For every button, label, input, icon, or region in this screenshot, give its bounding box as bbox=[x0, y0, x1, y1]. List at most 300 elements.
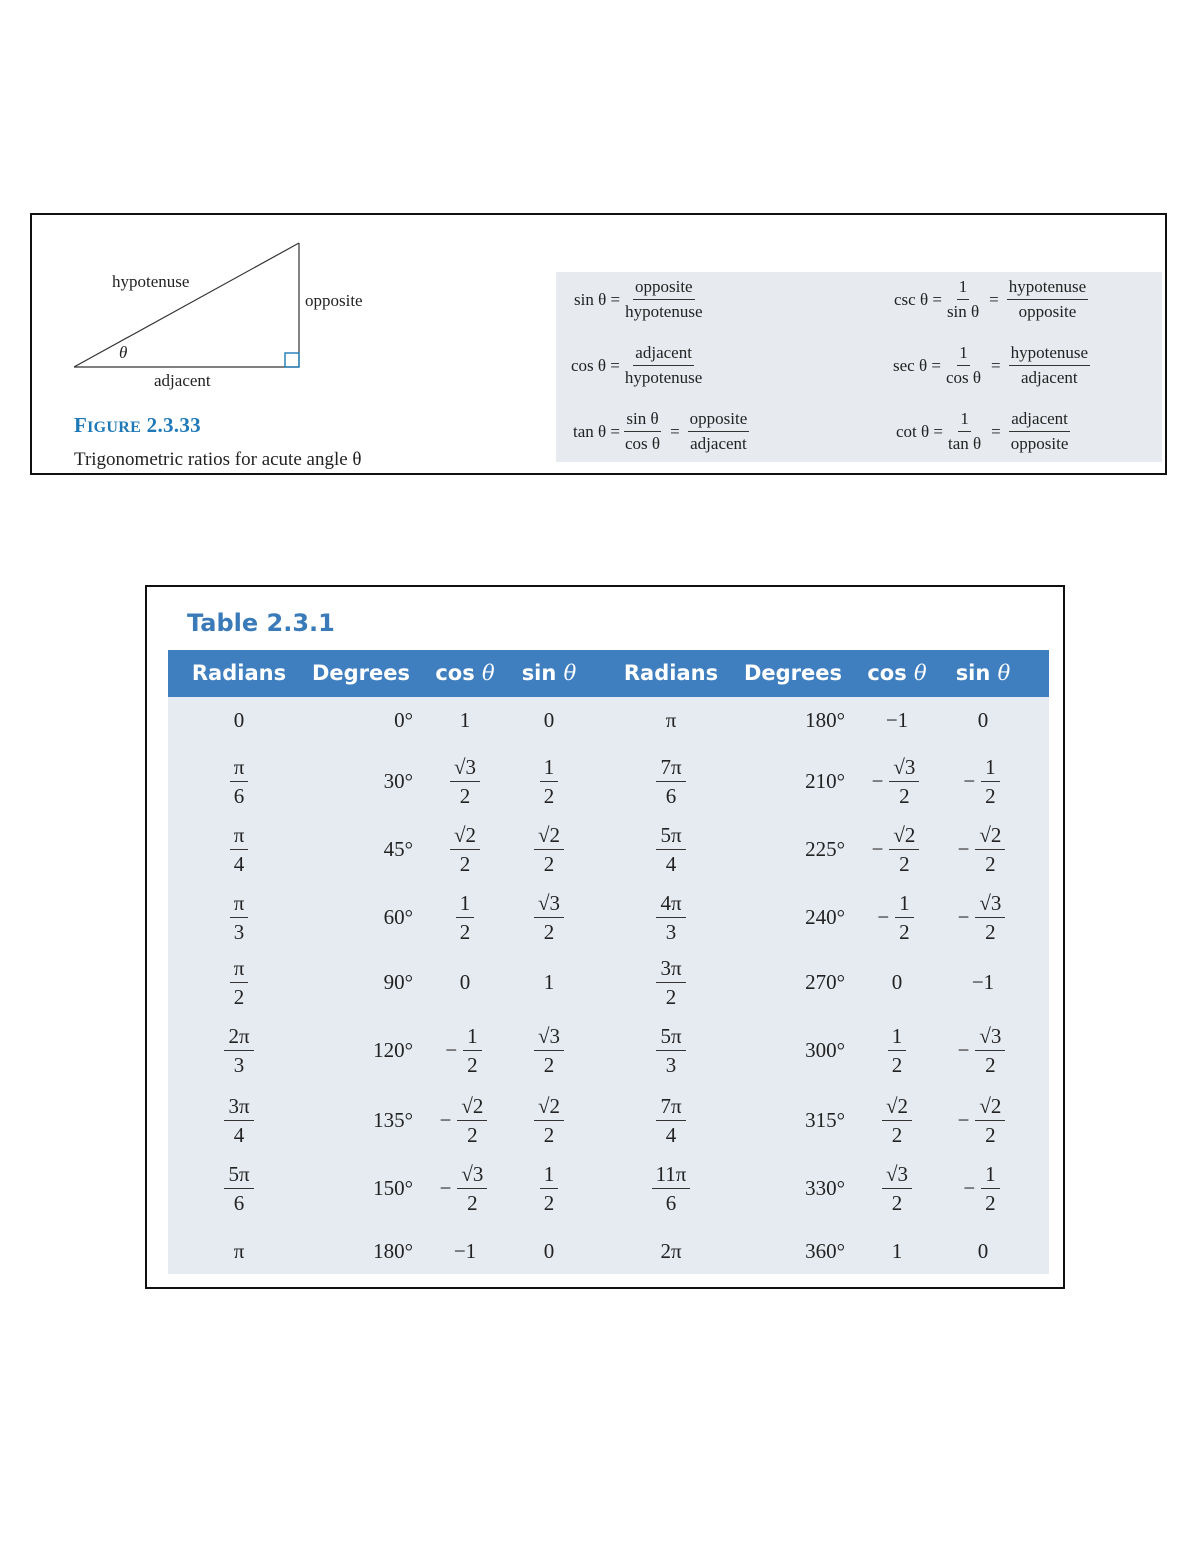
numerator: √2 bbox=[975, 823, 1005, 850]
fraction bbox=[230, 956, 249, 1009]
numerator: adjacent bbox=[633, 343, 694, 366]
numerator: √3 bbox=[450, 755, 480, 782]
header-label: Degrees bbox=[311, 661, 411, 685]
fraction bbox=[457, 1094, 487, 1147]
table-cell-radians bbox=[179, 749, 299, 813]
numerator: √2 bbox=[534, 823, 564, 850]
figure-title-rest: IGURE bbox=[87, 419, 142, 436]
numerator: 4π bbox=[656, 891, 685, 918]
cell-value: 2π bbox=[660, 1238, 682, 1263]
fraction bbox=[975, 823, 1005, 876]
fraction bbox=[656, 1024, 685, 1077]
formula-lhs: sin θ = bbox=[574, 289, 621, 309]
table-cell-degrees bbox=[725, 885, 845, 949]
table-cell-degrees bbox=[293, 688, 413, 752]
cell-value: 1 bbox=[543, 969, 555, 994]
fraction bbox=[450, 823, 480, 876]
denominator: 2 bbox=[543, 783, 555, 808]
fraction bbox=[457, 1162, 487, 1215]
denominator: 2 bbox=[985, 919, 996, 944]
cell-value: 135° bbox=[373, 1107, 413, 1132]
fraction bbox=[944, 343, 983, 388]
formula-lhs: cot θ = bbox=[896, 421, 943, 441]
denominator: adjacent bbox=[1020, 368, 1078, 387]
formula-tan bbox=[573, 409, 752, 454]
fraction bbox=[224, 1024, 253, 1077]
denominator: 6 bbox=[665, 1190, 677, 1215]
denominator: 2 bbox=[985, 783, 996, 808]
header-label: Degrees bbox=[743, 661, 843, 685]
right-angle-marker bbox=[285, 353, 299, 367]
table-cell-sin-theta bbox=[943, 885, 1023, 949]
cell-value: π bbox=[233, 1238, 245, 1263]
table-cell-cos-theta bbox=[420, 1018, 510, 1082]
fraction bbox=[224, 1094, 253, 1147]
denominator: 2 bbox=[467, 1190, 478, 1215]
denominator: tan θ bbox=[948, 434, 982, 453]
denominator: 4 bbox=[233, 1122, 245, 1147]
denominator: 2 bbox=[891, 1190, 903, 1215]
fraction bbox=[534, 1024, 564, 1077]
denominator: 2 bbox=[985, 1190, 996, 1215]
denominator: 4 bbox=[665, 1122, 677, 1147]
cell-value: 90° bbox=[383, 969, 413, 994]
numerator: π bbox=[230, 956, 249, 983]
numerator: 5π bbox=[656, 1024, 685, 1051]
table-cell-cos-theta bbox=[852, 1156, 942, 1220]
numerator: 5π bbox=[224, 1162, 253, 1189]
numerator: √3 bbox=[457, 1162, 487, 1189]
denominator: 2 bbox=[899, 783, 910, 808]
adjacent-label: adjacent bbox=[154, 371, 211, 390]
table-cell-cos-theta bbox=[420, 1219, 510, 1283]
denominator: sin θ bbox=[946, 302, 980, 321]
header-label: sin bbox=[521, 661, 564, 685]
numerator: 7π bbox=[656, 1094, 685, 1121]
table-cell-radians bbox=[179, 817, 299, 881]
fraction bbox=[456, 891, 475, 944]
cell-value: 300° bbox=[805, 1037, 845, 1062]
numerator: √2 bbox=[450, 823, 480, 850]
equals-sign: = bbox=[670, 421, 680, 441]
cell-value: 210° bbox=[805, 768, 845, 793]
table-cell-cos-theta bbox=[420, 688, 510, 752]
table-cell-cos-theta bbox=[852, 1219, 942, 1283]
fraction bbox=[230, 755, 249, 808]
cell-value: 315° bbox=[805, 1107, 845, 1132]
denominator: 4 bbox=[233, 851, 245, 876]
table-cell-radians bbox=[611, 1088, 731, 1152]
table-cell-radians bbox=[611, 817, 731, 881]
fraction bbox=[981, 1162, 1000, 1215]
fraction bbox=[981, 755, 1000, 808]
cell-value: π bbox=[665, 707, 677, 732]
formula-lhs: csc θ = bbox=[894, 289, 942, 309]
table-cell-cos-theta bbox=[852, 1088, 942, 1152]
denominator: 2 bbox=[985, 851, 996, 876]
table-cell-radians bbox=[179, 885, 299, 949]
fraction bbox=[889, 823, 919, 876]
numerator: √2 bbox=[534, 1094, 564, 1121]
cell-value: 0 bbox=[459, 969, 471, 994]
table-cell-sin-theta bbox=[509, 817, 589, 881]
cell-value: 120° bbox=[373, 1037, 413, 1062]
fraction bbox=[463, 1024, 482, 1077]
table-cell-sin-theta bbox=[943, 1018, 1023, 1082]
equals-sign: = bbox=[991, 355, 1001, 375]
table-cell-degrees bbox=[293, 1219, 413, 1283]
table-cell-radians bbox=[179, 688, 299, 752]
denominator: 2 bbox=[891, 1122, 903, 1147]
cell-value: 0 bbox=[543, 707, 555, 732]
cell-value: 0 bbox=[543, 1238, 555, 1263]
denominator: 2 bbox=[467, 1122, 478, 1147]
denominator: adjacent bbox=[690, 434, 747, 453]
minus-sign: − bbox=[877, 904, 890, 929]
denominator: 2 bbox=[891, 1052, 903, 1077]
table-cell-degrees bbox=[725, 749, 845, 813]
cell-value: −1 bbox=[971, 969, 995, 994]
fraction bbox=[688, 409, 750, 454]
numerator: 1 bbox=[981, 1162, 1000, 1189]
cell-value: 30° bbox=[383, 768, 413, 793]
table-cell-cos-theta bbox=[420, 1088, 510, 1152]
table-cell-degrees bbox=[725, 688, 845, 752]
fraction bbox=[534, 1094, 564, 1147]
minus-sign: − bbox=[871, 768, 884, 793]
minus-sign: − bbox=[871, 836, 884, 861]
denominator: 2 bbox=[543, 1122, 555, 1147]
denominator: cos θ bbox=[945, 368, 981, 387]
cell-value: 60° bbox=[383, 904, 413, 929]
table-cell-cos-theta bbox=[852, 950, 942, 1014]
denominator: 2 bbox=[899, 851, 910, 876]
fraction bbox=[975, 1094, 1005, 1147]
fraction bbox=[534, 823, 564, 876]
fraction bbox=[230, 891, 249, 944]
denominator: 6 bbox=[233, 783, 245, 808]
numerator: 2π bbox=[224, 1024, 253, 1051]
fraction bbox=[656, 956, 685, 1009]
numerator: opposite bbox=[688, 409, 750, 432]
fraction bbox=[450, 755, 480, 808]
table-cell-degrees bbox=[725, 817, 845, 881]
denominator: 2 bbox=[459, 783, 471, 808]
fraction bbox=[652, 1162, 691, 1215]
triangle-hypotenuse-line bbox=[74, 243, 299, 367]
table-cell-degrees bbox=[293, 749, 413, 813]
table-cell-radians bbox=[179, 1219, 299, 1283]
numerator: 3π bbox=[656, 956, 685, 983]
trig-ratio-formulas bbox=[556, 272, 1162, 462]
numerator: √3 bbox=[882, 1162, 912, 1189]
fraction bbox=[230, 823, 249, 876]
denominator: opposite bbox=[1010, 434, 1069, 453]
theta-symbol: θ bbox=[563, 661, 577, 685]
table-cell-sin-theta bbox=[943, 1219, 1023, 1283]
numerator: π bbox=[230, 891, 249, 918]
cell-value: 240° bbox=[805, 904, 845, 929]
table-cell-sin-theta bbox=[943, 749, 1023, 813]
table-cell-cos-theta bbox=[852, 885, 942, 949]
cell-value: 180° bbox=[805, 707, 845, 732]
denominator: 3 bbox=[233, 919, 245, 944]
header-label: sin bbox=[955, 661, 998, 685]
hypotenuse-label: hypotenuse bbox=[112, 272, 190, 291]
table-cell-radians bbox=[179, 1088, 299, 1152]
fraction bbox=[623, 343, 704, 388]
denominator: 4 bbox=[665, 851, 677, 876]
cell-value: 0 bbox=[233, 707, 245, 732]
cell-value: 180° bbox=[373, 1238, 413, 1263]
table-cell-cos-theta bbox=[420, 950, 510, 1014]
fraction bbox=[882, 1094, 912, 1147]
table-cell-radians bbox=[611, 950, 731, 1014]
numerator: √2 bbox=[457, 1094, 487, 1121]
minus-sign: − bbox=[957, 1107, 970, 1132]
cell-value: 0° bbox=[394, 707, 413, 732]
minus-sign: − bbox=[963, 1175, 976, 1200]
table-cell-sin-theta bbox=[509, 688, 589, 752]
cell-value: 0 bbox=[977, 1238, 989, 1263]
denominator: 2 bbox=[467, 1052, 478, 1077]
fraction bbox=[1009, 409, 1071, 454]
numerator: √2 bbox=[882, 1094, 912, 1121]
numerator: √3 bbox=[975, 891, 1005, 918]
right-triangle-diagram bbox=[32, 215, 432, 395]
table-cell-cos-theta bbox=[852, 817, 942, 881]
cell-value: 270° bbox=[805, 969, 845, 994]
denominator: 2 bbox=[899, 919, 910, 944]
numerator: √3 bbox=[889, 755, 919, 782]
theta-symbol: θ bbox=[997, 661, 1011, 685]
header-label: cos bbox=[435, 661, 483, 685]
formula-csc bbox=[894, 277, 1091, 322]
figure-caption: Trigonometric ratios for acute angle θ bbox=[74, 449, 362, 470]
denominator: 3 bbox=[665, 1052, 677, 1077]
equals-sign: = bbox=[989, 289, 999, 309]
denominator: 2 bbox=[543, 1190, 555, 1215]
fraction bbox=[534, 891, 564, 944]
denominator: 2 bbox=[543, 1052, 555, 1077]
numerator: 1 bbox=[957, 343, 970, 366]
fraction bbox=[656, 891, 685, 944]
cell-value: 0 bbox=[891, 969, 903, 994]
formula-cos bbox=[571, 343, 707, 388]
fraction bbox=[975, 1024, 1005, 1077]
numerator: 7π bbox=[656, 755, 685, 782]
numerator: √2 bbox=[889, 823, 919, 850]
fraction bbox=[540, 755, 559, 808]
table-cell-sin-theta bbox=[943, 1156, 1023, 1220]
cell-value: 1 bbox=[891, 1238, 903, 1263]
table-cell-degrees bbox=[293, 885, 413, 949]
table-cell-sin-theta bbox=[943, 817, 1023, 881]
numerator: 1 bbox=[895, 891, 914, 918]
numerator: 1 bbox=[958, 409, 971, 432]
minus-sign: − bbox=[439, 1107, 452, 1132]
minus-sign: − bbox=[445, 1037, 458, 1062]
denominator: 6 bbox=[233, 1190, 245, 1215]
header-label: Radians bbox=[623, 661, 719, 685]
formula-lhs: tan θ = bbox=[573, 421, 620, 441]
denominator: 3 bbox=[233, 1052, 245, 1077]
table-cell-sin-theta bbox=[509, 1219, 589, 1283]
fraction bbox=[540, 1162, 559, 1215]
cell-value: 150° bbox=[373, 1175, 413, 1200]
table-cell-sin-theta bbox=[943, 950, 1023, 1014]
fraction bbox=[946, 409, 983, 454]
table-cell-degrees bbox=[725, 1219, 845, 1283]
table-cell-cos-theta bbox=[420, 1156, 510, 1220]
table-cell-sin-theta bbox=[509, 1088, 589, 1152]
numerator: √2 bbox=[975, 1094, 1005, 1121]
cell-value: 360° bbox=[805, 1238, 845, 1263]
table-cell-sin-theta bbox=[509, 885, 589, 949]
cell-value: 330° bbox=[805, 1175, 845, 1200]
formula-sin bbox=[574, 277, 708, 322]
figure-box bbox=[30, 213, 1167, 475]
table-box bbox=[145, 585, 1065, 1289]
table-cell-radians bbox=[179, 1018, 299, 1082]
table-cell-radians bbox=[179, 1156, 299, 1220]
figure-title-initial: F bbox=[74, 413, 88, 437]
table-cell-sin-theta bbox=[509, 749, 589, 813]
denominator: 3 bbox=[665, 919, 677, 944]
theta-symbol: θ bbox=[914, 661, 927, 685]
fraction bbox=[975, 891, 1005, 944]
opposite-label: opposite bbox=[305, 291, 363, 310]
minus-sign: − bbox=[963, 768, 976, 793]
header-label: cos bbox=[867, 661, 915, 685]
fraction bbox=[1007, 277, 1088, 322]
denominator: 2 bbox=[665, 984, 677, 1009]
table-cell-degrees bbox=[293, 1156, 413, 1220]
denominator: 2 bbox=[543, 851, 555, 876]
fraction bbox=[1009, 343, 1090, 388]
fraction bbox=[623, 409, 662, 454]
table-cell-sin-theta bbox=[943, 688, 1023, 752]
denominator: 2 bbox=[543, 919, 555, 944]
table-cell-degrees bbox=[725, 1156, 845, 1220]
table-cell-degrees bbox=[293, 1088, 413, 1152]
fraction bbox=[889, 755, 919, 808]
table-cell-cos-theta bbox=[852, 688, 942, 752]
numerator: π bbox=[230, 823, 249, 850]
table-cell-cos-theta bbox=[852, 749, 942, 813]
formula-lhs: sec θ = bbox=[893, 355, 941, 375]
denominator: 2 bbox=[985, 1052, 996, 1077]
numerator: hypotenuse bbox=[1007, 277, 1088, 300]
denominator: 2 bbox=[459, 919, 471, 944]
cell-value: 0 bbox=[977, 707, 989, 732]
numerator: sin θ bbox=[624, 409, 660, 432]
fraction bbox=[888, 1024, 907, 1077]
cell-value: 1 bbox=[459, 707, 471, 732]
denominator: 2 bbox=[459, 851, 471, 876]
denominator: 2 bbox=[233, 984, 245, 1009]
numerator: 1 bbox=[888, 1024, 907, 1051]
numerator: √3 bbox=[534, 1024, 564, 1051]
numerator: 5π bbox=[656, 823, 685, 850]
numerator: 1 bbox=[981, 755, 1000, 782]
table-cell-radians bbox=[611, 1156, 731, 1220]
angle-theta-label: θ bbox=[119, 343, 128, 362]
fraction bbox=[656, 755, 685, 808]
cell-value: −1 bbox=[885, 707, 909, 732]
table-cell-radians bbox=[611, 749, 731, 813]
trig-values-table bbox=[168, 650, 1049, 1274]
figure-number: 2.3.33 bbox=[146, 413, 201, 437]
cell-value: −1 bbox=[453, 1238, 477, 1263]
denominator: opposite bbox=[1018, 302, 1077, 321]
table-cell-degrees bbox=[725, 1088, 845, 1152]
fraction bbox=[895, 891, 914, 944]
table-cell-cos-theta bbox=[420, 885, 510, 949]
table-cell-sin-theta bbox=[509, 950, 589, 1014]
numerator: √3 bbox=[534, 891, 564, 918]
numerator: √3 bbox=[975, 1024, 1005, 1051]
numerator: 11π bbox=[652, 1162, 691, 1189]
denominator: 2 bbox=[985, 1122, 996, 1147]
formula-sec bbox=[893, 343, 1093, 388]
numerator: π bbox=[230, 755, 249, 782]
fraction bbox=[656, 1094, 685, 1147]
table-cell-degrees bbox=[293, 950, 413, 1014]
numerator: 1 bbox=[957, 277, 970, 300]
fraction bbox=[623, 277, 704, 322]
table-cell-radians bbox=[611, 1018, 731, 1082]
numerator: hypotenuse bbox=[1009, 343, 1090, 366]
table-cell-sin-theta bbox=[943, 1088, 1023, 1152]
header-label: Radians bbox=[191, 661, 287, 685]
minus-sign: − bbox=[957, 1037, 970, 1062]
table-cell-sin-theta bbox=[509, 1018, 589, 1082]
denominator: cos θ bbox=[625, 434, 661, 453]
numerator: 3π bbox=[224, 1094, 253, 1121]
table-cell-radians bbox=[611, 688, 731, 752]
table-cell-cos-theta bbox=[420, 749, 510, 813]
table-cell-radians bbox=[179, 950, 299, 1014]
fraction bbox=[224, 1162, 253, 1215]
minus-sign: − bbox=[957, 836, 970, 861]
table-cell-degrees bbox=[725, 1018, 845, 1082]
cell-value: 45° bbox=[383, 836, 413, 861]
table-cell-radians bbox=[611, 885, 731, 949]
formula-lhs: cos θ = bbox=[571, 355, 620, 375]
numerator: opposite bbox=[633, 277, 695, 300]
numerator: 1 bbox=[463, 1024, 482, 1051]
denominator: 6 bbox=[665, 783, 677, 808]
theta-symbol: θ bbox=[482, 661, 495, 685]
numerator: 1 bbox=[456, 891, 475, 918]
equals-sign: = bbox=[991, 421, 1001, 441]
figure-title bbox=[74, 413, 201, 438]
denominator: hypotenuse bbox=[624, 368, 703, 387]
denominator: hypotenuse bbox=[625, 302, 703, 321]
minus-sign: − bbox=[439, 1175, 452, 1200]
table-cell-degrees bbox=[293, 817, 413, 881]
table-title: Table 2.3.1 bbox=[187, 609, 335, 637]
table-cell-degrees bbox=[725, 950, 845, 1014]
formula-cot bbox=[896, 409, 1073, 454]
minus-sign: − bbox=[957, 904, 970, 929]
numerator: adjacent bbox=[1009, 409, 1070, 432]
table-cell-sin-theta bbox=[509, 1156, 589, 1220]
table-cell-cos-theta bbox=[420, 817, 510, 881]
table-cell-cos-theta bbox=[852, 1018, 942, 1082]
fraction bbox=[945, 277, 981, 322]
